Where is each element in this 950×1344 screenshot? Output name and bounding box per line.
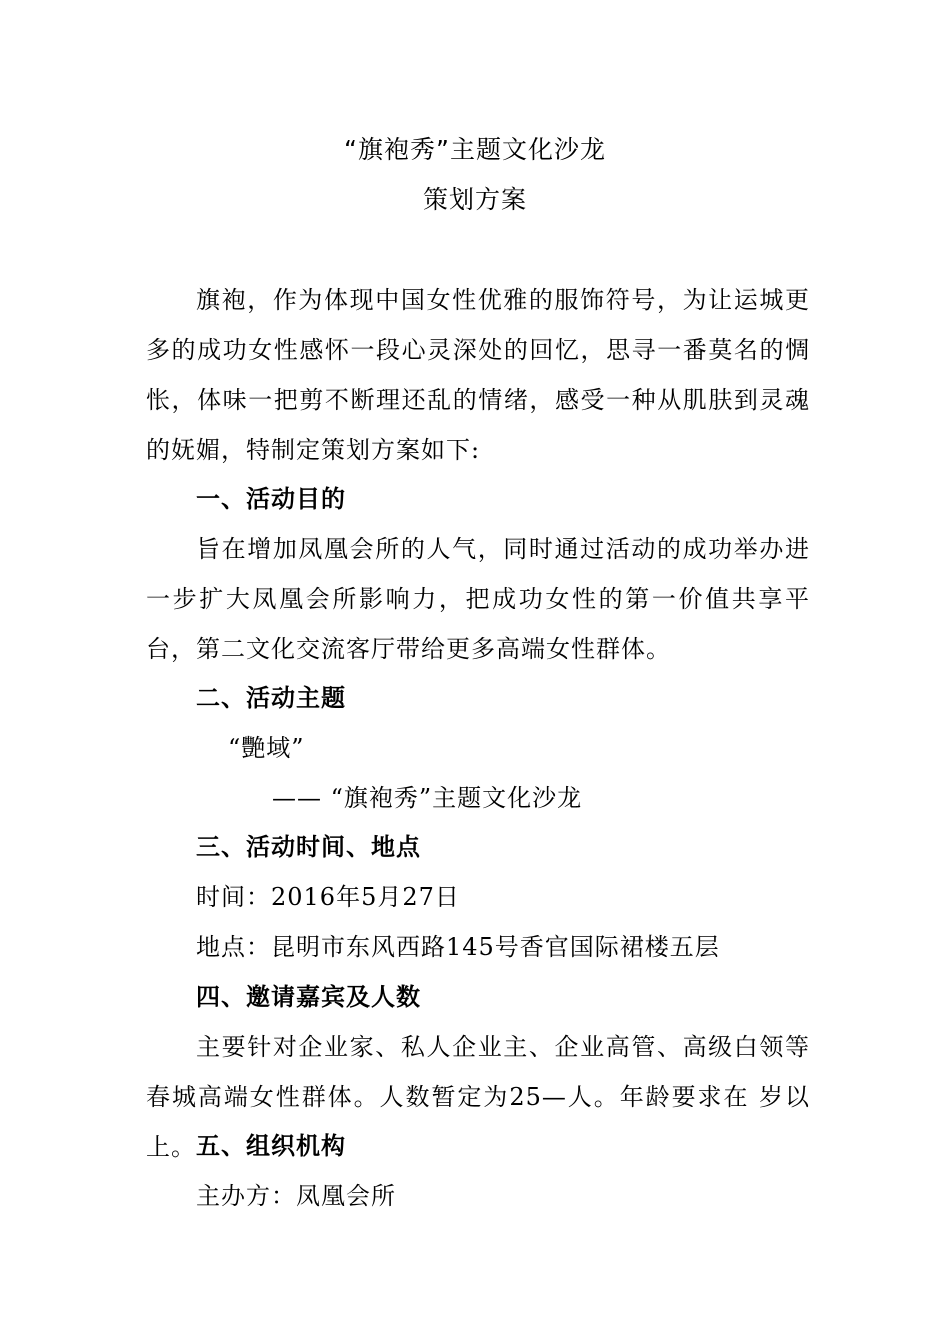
section-heading-theme: 二、活动主题 xyxy=(196,683,346,712)
event-place: 地点：昆明市东风西路145号香官国际裙楼五层 xyxy=(196,933,720,961)
organizer-line: 主办方：凤凰会所 xyxy=(196,1182,396,1210)
section-heading-purpose: 一、活动目的 xyxy=(196,484,346,513)
document-title: “旗袍秀”主题文化沙龙 xyxy=(344,135,606,164)
event-time: 时间：2016年5月27日 xyxy=(196,883,460,911)
section-heading-guests: 四、邀请嘉宾及人数 xyxy=(196,982,421,1011)
guests-paragraph: 主要针对企业家、私人企业主、企业高管、高级白领等春城高端女性群体。人数暂定为25—人。年龄要求在 岁以上。 xyxy=(146,1033,810,1161)
intro-paragraph: 旗袍，作为体现中国女性优雅的服饰符号，为让运城更多的成功女性感怀一段心灵深处的回忆，思寻一番莫名的惆怅，体味一把剪不断理还乱的情绪，感受一种从肌肤到灵魂的妩媚，特制定策划方案如下: xyxy=(146,286,810,464)
section-heading-organization: 五、组织机构 xyxy=(196,1131,346,1160)
section-heading-time-place: 三、活动时间、地点 xyxy=(196,832,421,861)
theme-subtitle: —— “旗袍秀”主题文化沙龙 xyxy=(272,784,583,812)
theme-title: “艷域” xyxy=(228,734,305,762)
purpose-paragraph: 旨在增加凤凰会所的人气，同时通过活动的成功举办进一步扩大凤凰会所影响力，把成功女性的第一价值共享平台，第二文化交流客厅带给更多高端女性群体。 xyxy=(146,535,810,663)
document-subtitle: 策划方案 xyxy=(422,185,527,214)
